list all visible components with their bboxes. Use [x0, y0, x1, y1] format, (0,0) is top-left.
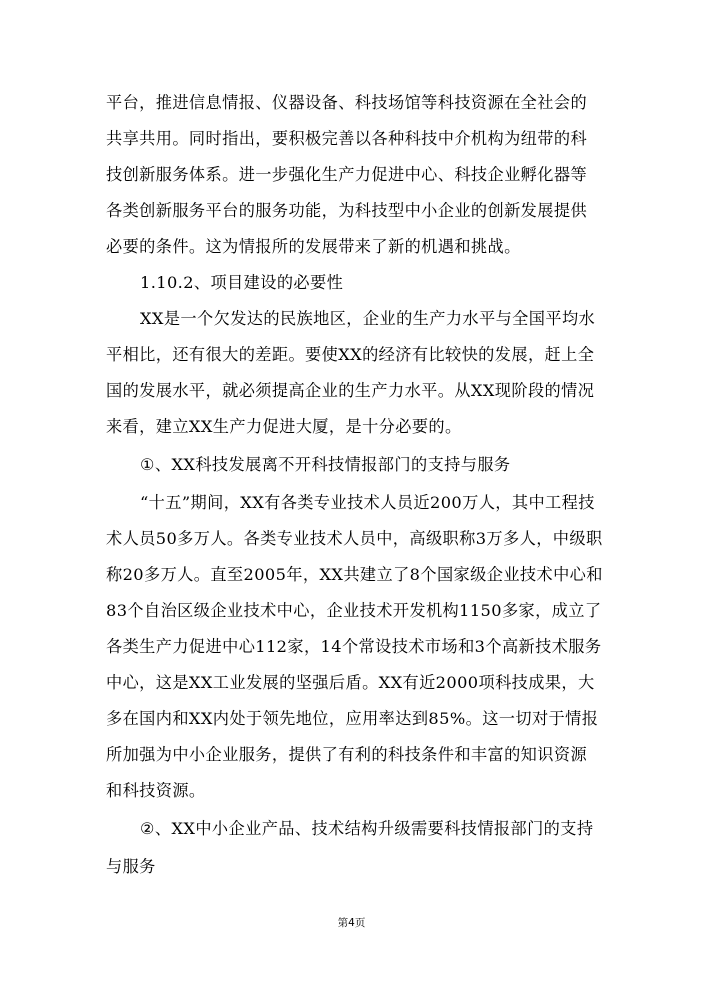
paragraph-line: XX是一个欠发达的民族地区，企业的生产力水平与全国平均水 [140, 309, 596, 328]
paragraph-line: 与服务 [106, 857, 156, 876]
paragraph-line: 平台，推进信息情报、仪器设备、科技场馆等科技资源在全社会的 [106, 93, 588, 112]
paragraph-line: 多在国内和XX内处于领先地位，应用率达到85%。这一切对于情报 [106, 709, 599, 728]
paragraph-line: 技创新服务体系。进一步强化生产力促进中心、科技企业孵化器等 [106, 165, 588, 184]
paragraph-line: 术人员50多万人。各类专业技术人员中，高级职称3万多人，中级职 [106, 529, 603, 548]
paragraph-line: 所加强为中小企业服务，提供了有利的科技条件和丰富的知识资源 [106, 745, 588, 764]
subsection-heading: ②、XX中小企业产品、技术结构升级需要科技情报部门的支持 [140, 819, 594, 838]
section-heading: 1.10.2、项目建设的必要性 [140, 273, 344, 292]
subsection-heading: ①、XX科技发展离不开科技情报部门的支持与服务 [140, 455, 511, 474]
paragraph-line: 共享共用。同时指出，要积极完善以各种科技中介机构为纽带的科 [106, 129, 588, 148]
paragraph-line: 中心，这是XX工业发展的坚强后盾。XX有近2000项科技成果，大 [106, 673, 595, 692]
paragraph-line: 各类生产力促进中心112家，14个常设技术市场和3个高新技术服务 [106, 637, 602, 656]
paragraph-line: 平相比，还有很大的差距。要使XX的经济有比较快的发展，赶上全 [106, 345, 595, 364]
paragraph-line: 各类创新服务平台的服务功能，为科技型中小企业的创新发展提供 [106, 201, 588, 220]
paragraph-line: 国的发展水平，就必须提高企业的生产力水平。从XX现阶段的情况 [106, 381, 595, 400]
paragraph-line: 83个自治区级企业技术中心，企业技术开发机构1150多家，成立了 [106, 601, 602, 620]
paragraph-line: 和科技资源。 [106, 781, 206, 800]
paragraph-line: 必要的条件。这为情报所的发展带来了新的机遇和挑战。 [106, 237, 521, 256]
page-number: 第4页 [337, 917, 366, 929]
paragraph-line: “十五”期间，XX有各类专业技术人员近200万人，其中工程技 [140, 493, 595, 512]
paragraph-line: 称20多万人。直至2005年，XX共建立了8个国家级企业技术中心和 [106, 565, 603, 584]
paragraph-line: 来看，建立XX生产力促进大厦，是十分必要的。 [106, 417, 462, 436]
